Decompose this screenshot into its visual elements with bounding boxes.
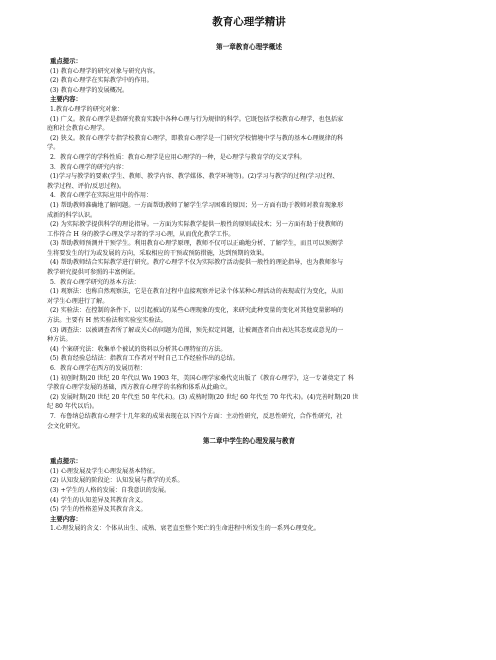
- text-line: 7．布鲁纳总结教育心理学十几年来的成果表现在以下四个方面：主动性研究，反思性研究，合作性研究，社: [50, 412, 343, 420]
- text-line: 1.心理发展的含义：个体从出生、成熟、衰老直至整个死亡的生命进程中所发生的一系列心理变化。: [50, 525, 320, 533]
- ch2-key-points: [47, 467, 451, 515]
- text-line: 6．教育心理学在西方的发展历程：: [50, 365, 147, 372]
- text-line: (4) 个案研究法：收集单个被试的资料以分析其心理特征的方法。: [50, 345, 227, 353]
- document-page: [47, 14, 451, 534]
- text-line: 3．教育心理学的研究内容：: [50, 163, 128, 171]
- key-point: (1) 心理发展及学生心理发展基本特征。: [50, 467, 159, 475]
- text-line: 工作符合 H 身的教学心理及学习者的学习心理，从而优化教学工作。: [47, 230, 235, 238]
- chapter-1-heading: 第一章教育心理学概述: [216, 43, 282, 51]
- key-point: (5) 学生的性格差异及其教育含义。: [50, 506, 147, 514]
- text-line: 庭和社会教育心理学。: [47, 125, 109, 133]
- text-line: (2) 狭义。教育心理学专指学校教育心理学，即教育心理学是一门研究学校情境中学与教的基本心理规律的科: [50, 134, 344, 142]
- text-line: 教学过程、评价/反思过程)。: [47, 182, 126, 190]
- text-line: 方法。主要有 H 然实验法和实验室实验法。: [47, 317, 167, 325]
- key-point: (3) 教育心理学的发展概况。: [50, 86, 129, 94]
- chapter-2-heading: 第二章中学生的心理发展与教育: [202, 437, 296, 446]
- text-line: 种方法。: [47, 336, 72, 344]
- text-line: (1)学习与教学的要素(学生、教师、教学内容、教学媒体、教学环境等)。(2)学习与教学的过程(学习过程、: [50, 173, 339, 181]
- ch1-key-points: [47, 67, 451, 96]
- text-line: 1.教育心理学的研究对象：: [50, 105, 124, 113]
- text-line: 对学生心理进行了解。: [47, 297, 109, 305]
- key-point: (1) 教育心理学的研究对象与研究内容。: [50, 67, 159, 75]
- ch1-main-content-label: 主要内容：: [50, 95, 82, 104]
- ch1-body: [47, 105, 451, 431]
- text-line: (1) 初创时期(20 世纪 20 年代以 Wo 1903 年，美国心理学家桑代克出版了《教育心理学》，这一专著奠定了 科: [50, 374, 354, 382]
- ch2-body: [47, 524, 451, 534]
- text-line: (1) 帮助教师准确地了解问题。一方面帮助教师了解学生学习困难的原因；另一方面有助于教师对教育现象形: [50, 201, 344, 209]
- key-point: (3) +学生的人格的发展：自我意识的发展。: [50, 486, 171, 494]
- text-line: (1) 观察法：也称自然观察法，它是在教育过程中直接观察并记录个体某种心理活动的表现或行为变化，从而: [50, 288, 344, 296]
- text-line: 学教育心理学发展的基础，西方教育心理学的名称和体系从此确立。: [47, 384, 232, 392]
- text-line: (2) 为实际教学提供科学的理论指导。一方面为实际教学提供一般性的原则或技术；另一方面有助于使教师的: [50, 221, 344, 229]
- text-line: 教学研究提供可参照的丰富例证。: [47, 269, 140, 277]
- text-line: 成新的科学认识。: [47, 211, 97, 219]
- ch2-main-content-label: 主要内容：: [50, 514, 82, 523]
- text-line: 2．教育心理学的学科性质：教育心理学是应用心理学的一种，是心理学与教育学的交叉学科。: [50, 153, 306, 161]
- text-line: 纪 80 年代以后)。: [47, 403, 98, 411]
- text-line: 生将要发生的行为或发展的方向，采取相应的干预或预防措施，达到预期的效果。: [47, 249, 269, 257]
- text-line: 4．教育心理学在实际应用中的作用：: [50, 192, 153, 200]
- text-line: (3) 帮助教师预测并干预学生。利用教育心理学原理，教师不仅可以正确地分析、了解学生，而且可以预测学: [50, 240, 344, 248]
- ch1-key-points-label: 重点提示：: [50, 57, 82, 65]
- text-line: (2) 发展时期(20 世纪 20 年代至 50 年代末)。(3) 成熟时期(20 世纪 60 年代至 70 年代末)。(4)完善时期(20 世: [50, 393, 359, 401]
- ch2-key-points-label: 重点提示：: [50, 457, 82, 466]
- key-point: (2) 认知发展的阶段论：认知发展与教学的关系。: [50, 477, 184, 485]
- text-line: 学。: [47, 144, 60, 152]
- text-line: (2) 实验法：在控制的条件下，以引起被试的某些心理现象的变化，来研究此种变量的变化对其他变量影响的: [50, 307, 344, 315]
- document-title: 教育心理学精讲: [212, 16, 286, 28]
- text-line: (4) 帮助教师结合实际教学进行研究。教疗心理学不仅为实际教疗活动提供一般性的理论指导，也为教师参与: [50, 259, 344, 267]
- text-line: 5．教育心理学研究的基本方法：: [50, 278, 140, 286]
- text-line: (3) 调查法：以被调查者所了解或关心的问题为范围，预先拟定问题，让被调查者自由表达其态度或意见的一: [50, 326, 344, 334]
- text-line: 会文化研究。: [47, 422, 84, 430]
- key-point: (2) 教育心理学在实际教学中的作用。: [50, 77, 153, 85]
- text-line: (5) 教育经验总结法：指教育工作者对平时自己工作经验作出的总结。: [50, 355, 239, 363]
- text-line: (1) 广义。教育心理学是指研究教育实践中各种心理与行为规律的科学。它既包括学校教育心理学，也包括家: [50, 115, 344, 123]
- key-point: (4) 学生的认知差异及其教育含义。: [50, 496, 147, 504]
